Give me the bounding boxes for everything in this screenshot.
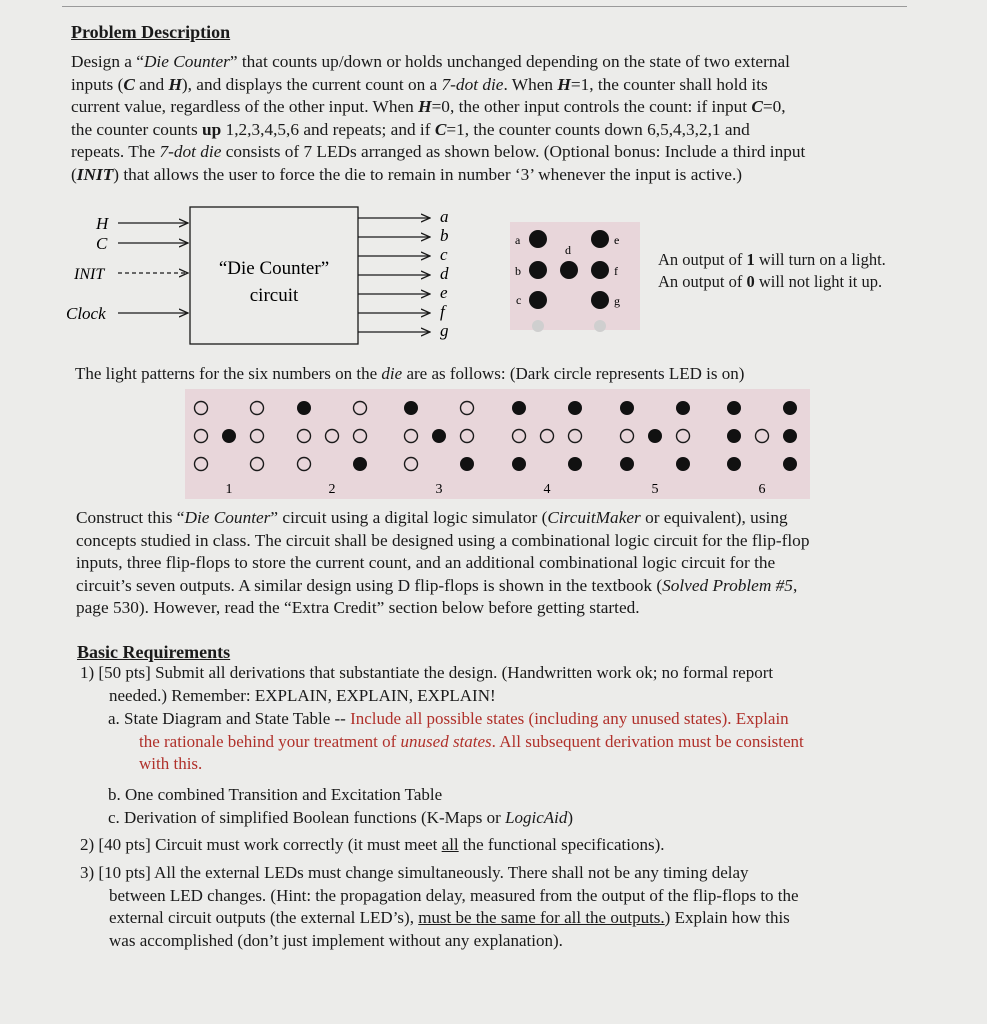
output-label-b: b — [440, 226, 449, 245]
led-note-line-1: An output of 1 will turn on a light. — [658, 250, 886, 269]
requirement-3-line-1: 3) [10 pts] All the external LEDs must change simultaneously. There shall not be any timing delay — [80, 863, 749, 882]
led-reflection-left — [532, 320, 544, 332]
led-reflection-right — [594, 320, 606, 332]
requirement-1b: b. One combined Transition and Excitation Table — [108, 785, 443, 804]
output-label-c: c — [440, 245, 448, 264]
construct-paragraph — [76, 507, 926, 620]
construct-line-5: page 530). However, read the “Extra Credit” section below before getting started. — [76, 598, 640, 618]
requirement-1a — [108, 708, 928, 776]
led-note — [658, 249, 886, 293]
block-diagram — [60, 198, 480, 348]
problem-heading: Problem Description — [71, 22, 231, 42]
construct-line-4: circuit’s seven outputs. A similar design using D flip-flops is shown in the textbook (Solved Problem #5, — [76, 575, 798, 595]
requirement-3 — [80, 862, 930, 952]
requirement-3-line-2: between LED changes. (Hint: the propagation delay, measured from the output of the flip-flops to the — [109, 885, 799, 905]
problem-line-6: (INIT) that allows the user to force the die to remain in number ‘3’ whenever the input is active.) — [71, 164, 743, 184]
problem-line-1: Design a “Die Counter” that counts up/down or holds unchanged depending on the state of two external — [71, 52, 790, 71]
requirement-1a-line-3: with this. — [139, 754, 203, 773]
led-c — [529, 291, 547, 309]
led-label-c: c — [516, 293, 522, 307]
led-f — [591, 261, 609, 279]
input-label-init: INIT — [74, 266, 105, 283]
output-label-a: a — [440, 207, 449, 226]
requirement-1-line-2: needed.) Remember: EXPLAIN, EXPLAIN, EXPLAIN! — [109, 685, 496, 705]
box-title: “Die Counter” — [218, 258, 330, 279]
led-label-e: e — [614, 233, 620, 247]
led-a — [529, 230, 547, 248]
problem-line-2: inputs (C and H), and displays the current count on a 7-dot die. When H=1, the counter shall hold its — [71, 74, 768, 94]
die-number-3: 3 — [435, 482, 443, 497]
output-label-f: f — [440, 302, 445, 321]
requirement-1a-line-2: the rationale behind your treatment of unused states. All subsequent derivation must be consistent — [139, 731, 804, 751]
led-label-d: d — [565, 243, 571, 257]
output-label-g: g — [440, 321, 449, 340]
led-layout-diagram — [510, 222, 640, 332]
requirement-3-line-4: was accomplished (don’t just implement without any explanation). — [109, 930, 563, 950]
output-label-d: d — [440, 264, 449, 283]
construct-line-2: concepts studied in class. The circuit shall be designed using a combinational logic circuit for the flip-flop — [76, 530, 810, 550]
die-patterns-panel — [185, 389, 810, 499]
led-label-b: b — [515, 264, 521, 278]
led-g — [591, 291, 609, 309]
die-number-2: 2 — [328, 482, 336, 497]
requirement-2: 2) [40 pts] Circuit must work correctly (it must meet all the functional specifications). — [80, 835, 665, 854]
requirement-3-line-3: external circuit outputs (the external LED’s), must be the same for all the outputs.) Explain how this — [109, 908, 790, 927]
led-label-a: a — [515, 233, 521, 247]
led-note-line-2: An output of 0 will not light it up. — [658, 272, 883, 291]
patterns-caption: The light patterns for the six numbers on the die are as follows: (Dark circle represents LED is on) — [75, 364, 745, 383]
requirement-1 — [80, 662, 930, 707]
led-d — [560, 261, 578, 279]
problem-line-4: the counter counts up 1,2,3,4,5,6 and repeats; and if C=1, the counter counts down 6,5,4,3,2,1 and — [71, 119, 750, 139]
led-b — [529, 261, 547, 279]
led-label-f: f — [614, 264, 618, 278]
led-label-g: g — [614, 294, 620, 308]
die-number-4: 4 — [543, 482, 551, 497]
requirement-1c: c. Derivation of simplified Boolean functions (K-Maps or LogicAid) — [108, 808, 574, 827]
die-patterns — [185, 389, 810, 501]
led-e — [591, 230, 609, 248]
box-subtitle: circuit — [249, 285, 299, 306]
input-label-h: H — [96, 214, 109, 233]
die-number-5: 5 — [651, 482, 659, 497]
input-label-clock: Clock — [66, 304, 106, 323]
die-number-6: 6 — [758, 482, 766, 497]
input-label-c: C — [96, 234, 108, 253]
output-label-e: e — [440, 283, 448, 302]
requirement-1a-line-1: a. State Diagram and State Table -- Include all possible states (including any unused states). Explain — [108, 709, 789, 728]
requirement-1-line-1: 1) [50 pts] Submit all derivations that substantiate the design. (Handwritten work ok; no formal report — [80, 663, 774, 682]
page-top-rule — [62, 6, 907, 7]
problem-line-5: repeats. The 7-dot die consists of 7 LEDs arranged as shown below. (Optional bonus: Include a third input — [71, 142, 806, 162]
construct-line-1: Construct this “Die Counter” circuit using a digital logic simulator (CircuitMaker or equivalent), using — [76, 508, 788, 527]
die-number-1: 1 — [225, 482, 233, 497]
construct-line-3: inputs, three flip-flops to store the current count, and an additional combinational logic circuit for the — [76, 553, 776, 573]
problem-paragraph — [71, 51, 921, 187]
requirements-heading: Basic Requirements — [77, 642, 231, 662]
problem-line-3: current value, regardless of the other input. When H=0, the other input controls the count: if input C=0, — [71, 97, 786, 117]
